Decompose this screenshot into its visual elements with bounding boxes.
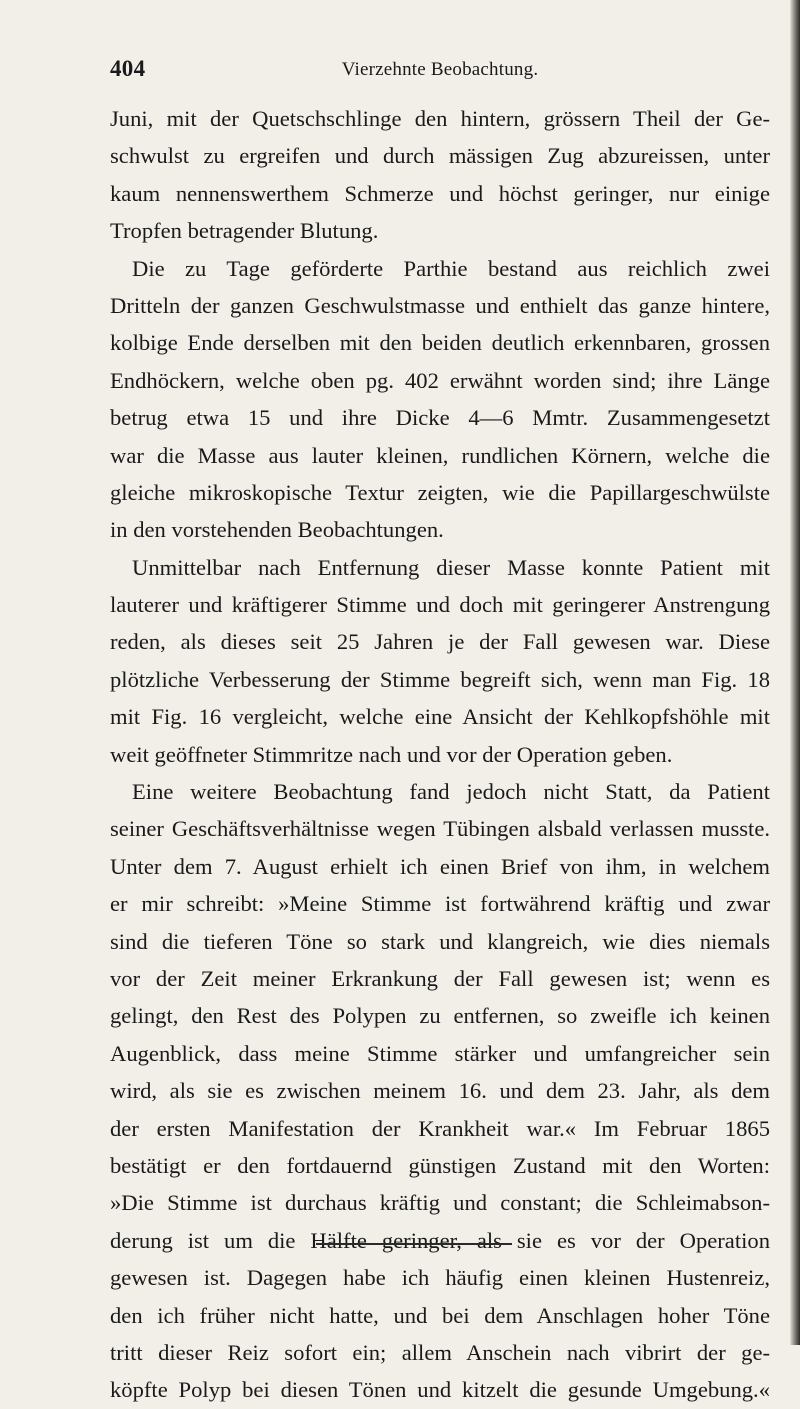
section-divider-rule: [316, 1243, 512, 1245]
page-edge-shadow: [790, 0, 800, 1345]
page-number: 404: [110, 56, 146, 81]
text-line: in den vorstehenden Beobachtungen.: [110, 517, 444, 543]
text-line: war die Masse aus lauter kleinen, rundlichen Körnern, welche die: [110, 442, 770, 468]
text-line: wird, als sie es zwischen meinem 16. und dem 23. Jahr, als dem: [110, 1078, 770, 1104]
page-header: [110, 56, 770, 90]
text-line: Endhöckern, welche oben pg. 402 erwähnt worden sind; ihre Länge: [110, 367, 770, 393]
text-line: bestätigt er den fortdauernd günstigen Zustand mit den Worten:: [110, 1152, 770, 1178]
text-line: reden, als dieses seit 25 Jahren je der Fall gewesen war. Diese: [110, 629, 770, 655]
text-line: Augenblick, dass meine Stimme stärker und umfangreicher sein: [110, 1040, 770, 1066]
text-line: Unter dem 7. August erhielt ich einen Brief von ihm, in welchem: [110, 853, 770, 879]
text-line: betrug etwa 15 und ihre Dicke 4—6 Mmtr. Zusammengesetzt: [110, 405, 770, 431]
text-line: mit Fig. 16 vergleicht, welche eine Ansicht der Kehlkopfshöhle mit: [110, 704, 770, 730]
text-line: »Die Stimme ist durchaus kräftig und constant; die Schleimabson-: [110, 1190, 770, 1216]
text-line: vor der Zeit meiner Erkrankung der Fall gewesen ist; wenn es: [110, 965, 770, 991]
text-line: weit geöffneter Stimmritze nach und vor der Operation geben.: [110, 741, 673, 767]
text-line: Unmittelbar nach Entfernung dieser Masse konnte Patient mit: [132, 554, 770, 580]
text-line: gewesen ist. Dagegen habe ich häufig einen kleinen Hustenreiz,: [110, 1265, 770, 1291]
text-line: tritt dieser Reiz sofort ein; allem Anschein nach vibrirt der ge-: [110, 1339, 770, 1365]
text-line: Eine weitere Beobachtung fand jedoch nicht Statt, da Patient: [132, 779, 770, 805]
text-line: Tropfen betragender Blutung.: [110, 218, 379, 244]
text-line: schwulst zu ergreifen und durch mässigen Zug abzureissen, unter: [110, 143, 770, 169]
text-line: Juni, mit der Quetschschlinge den hintern, grössern Theil der Ge-: [110, 106, 770, 131]
text-line: gelingt, den Rest des Polypen zu entfernen, so zweifle ich keinen: [110, 1003, 770, 1029]
text-line: kolbige Ende derselben mit den beiden deutlich erkennbaren, grossen: [110, 330, 770, 356]
text-line: Dritteln der ganzen Geschwulstmasse und enthielt das ganze hintere,: [110, 292, 770, 318]
text-line: köpfte Polyp bei diesen Tönen und kitzelt die gesunde Umgebung.«: [110, 1377, 770, 1403]
text-line: seiner Geschäftsverhältnisse wegen Tübingen alsbald verlassen musste.: [110, 816, 770, 842]
body-text: [110, 100, 770, 1409]
text-line: plötzliche Verbesserung der Stimme begreift sich, wenn man Fig. 18: [110, 666, 770, 692]
text-line: derung ist um die Hälfte geringer, als sie es vor der Operation: [110, 1227, 770, 1253]
text-line: kaum nennenswerthem Schmerze und höchst geringer, nur einige: [110, 180, 770, 206]
running-head: Vierzehnte Beobachtung.: [341, 59, 539, 80]
text-line: sind die tieferen Töne so stark und klangreich, wie dies niemals: [110, 928, 770, 954]
text-line: den ich früher nicht hatte, und bei dem Anschlagen hoher Töne: [110, 1302, 770, 1328]
text-line: der ersten Manifestation der Krankheit war.« Im Februar 1865: [110, 1115, 770, 1141]
text-line: gleiche mikroskopische Textur zeigten, wie die Papillargeschwülste: [110, 479, 770, 505]
text-line: lauterer und kräftigerer Stimme und doch mit geringerer Anstrengung: [110, 592, 770, 618]
text-line: Die zu Tage geförderte Parthie bestand aus reichlich zwei: [132, 255, 770, 281]
text-line: er mir schreibt: »Meine Stimme ist fortwährend kräftig und zwar: [110, 891, 770, 917]
